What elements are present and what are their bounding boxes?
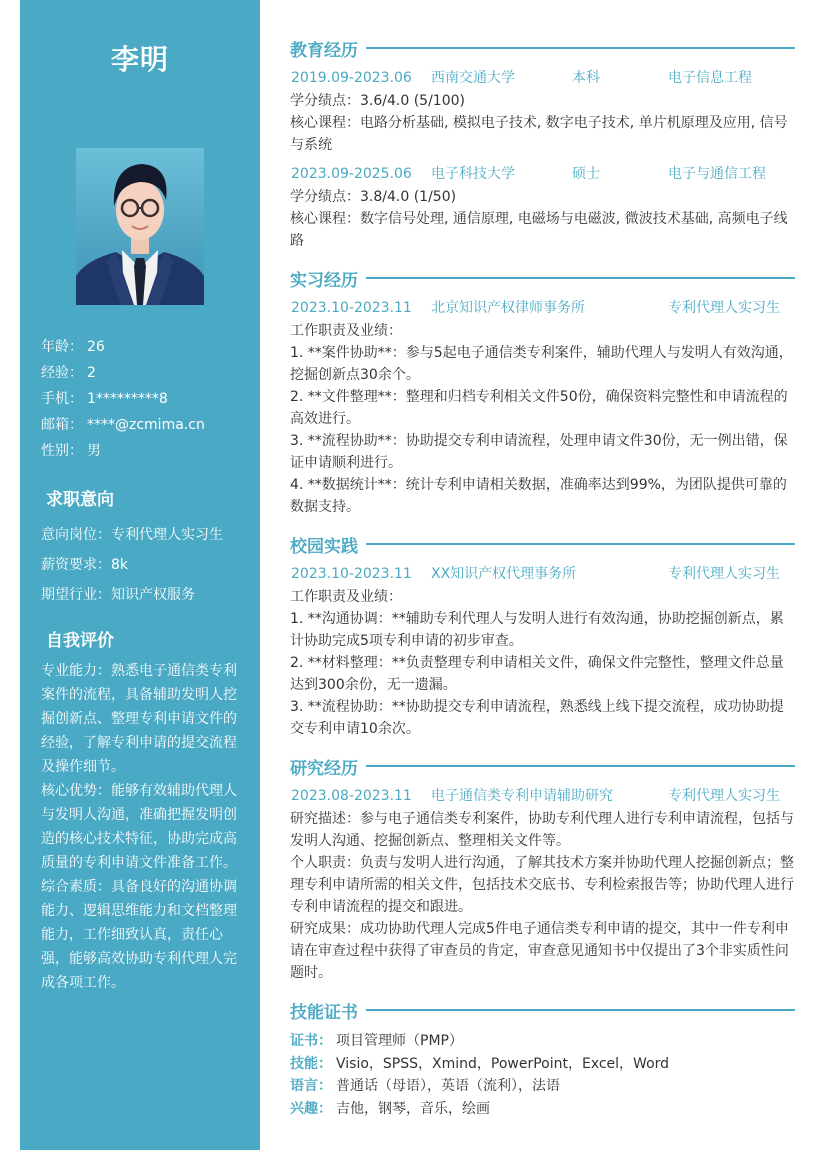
education-entry-body: [290, 90, 795, 156]
info-age: 年龄： 26: [41, 339, 105, 355]
skills-section: [290, 996, 795, 1120]
education-entry-body: [290, 186, 795, 252]
duty-item: 2. **文件整理**：整理和归档专利相关文件50份，确保资料完整性和申请流程的高效进行。: [290, 389, 788, 427]
research-body: [290, 808, 795, 984]
duty-item: 1. **沟通协调：**辅助专利代理人与发明人进行有效沟通，协助挖掘创新点，累计协助完成5项专利申请的初步审查。: [290, 611, 784, 649]
section-header: [290, 752, 795, 780]
major: 电子信息工程: [668, 70, 752, 86]
courses: 核心课程：数字信号处理, 通信原理, 电磁场与电磁波, 微波技术基础, 高频电子线路: [290, 211, 788, 249]
self-evaluation: [41, 659, 243, 995]
skills-list: [290, 1030, 795, 1120]
divider: [366, 47, 795, 49]
section-header: [290, 996, 795, 1024]
certificate-row: 证书： 项目管理师（PMP）: [290, 1033, 463, 1049]
period: 2023.09-2025.06: [291, 166, 412, 182]
sidebar: [20, 0, 260, 1150]
role: 专利代理人实习生: [668, 300, 780, 316]
duty-item: 4. **数据统计**：统计专利申请相关数据，准确率达到99%，为团队提供可靠的数据支持。: [290, 477, 787, 515]
duty-item: 3. **流程协助：**协助提交专利申请流程，熟悉线上线下提交流程，成功协助提交专利申请10余次。: [290, 699, 784, 737]
education-entry-header: [290, 66, 795, 90]
person-portrait-icon: [76, 148, 204, 305]
section-header: [290, 264, 795, 292]
school: 西南交通大学: [431, 70, 515, 86]
internship-body: [290, 320, 795, 518]
divider: [366, 543, 795, 545]
skill-row: 技能： Visio，SPSS，Xmind，PowerPoint，Excel，Word: [290, 1055, 670, 1072]
organization: 北京知识产权律师事务所: [431, 300, 585, 316]
duties-label: 工作职责及业绩：: [290, 323, 402, 339]
self-eval-quality: 综合素质：具备良好的沟通协调能力、逻辑思维能力和文档整理能力，工作细致认真，责任心强，能够高效协助专利代理人完成各项工作。: [41, 879, 237, 991]
period: 2023.10-2023.11: [291, 300, 412, 316]
degree: 硕士: [572, 166, 600, 182]
info-experience: 经验： 2: [41, 365, 96, 381]
job-intent-title: 求职意向: [46, 490, 114, 510]
campus-title: 校园实践: [290, 536, 358, 557]
education-entry-header: [290, 162, 795, 186]
gpa: 学分绩点：3.6/4.0 (5/100): [290, 93, 465, 109]
section-header: [290, 34, 795, 62]
self-eval-title: 自我评价: [46, 631, 114, 651]
research-section: [290, 752, 795, 984]
info-phone: 手机： 1*********8: [41, 391, 168, 407]
gpa: 学分绩点：3.8/4.0 (1/50): [290, 189, 457, 205]
education-title: 教育经历: [290, 40, 358, 61]
divider: [366, 277, 795, 279]
courses: 核心课程：电路分析基础, 模拟电子技术, 数字电子技术, 单片机原理及应用, 信号与系统: [290, 115, 788, 153]
duties-label: 工作职责及业绩：: [290, 589, 402, 605]
divider: [366, 765, 795, 767]
section-header: [290, 530, 795, 558]
intent-industry: 期望行业：知识产权服务: [41, 587, 195, 603]
intent-salary: 薪资要求：8k: [41, 557, 129, 573]
campus-entry-header: [290, 562, 795, 586]
period: 2019.09-2023.06: [291, 70, 412, 86]
period: 2023.08-2023.11: [291, 788, 412, 804]
organization: XX知识产权代理事务所: [431, 566, 577, 582]
research-result: 研究成果：成功协助代理人完成5件电子通信类专利申请的提交，其中一件专利申请在审查过程中获得了审查员的肯定，审查意见通知书中仅提出了3个非实质性问题时。: [290, 921, 789, 981]
self-eval-strength: 核心优势：能够有效辅助代理人与发明人沟通，准确把握发明创造的核心技术特征，协助完成高质量的专利申请文件准备工作。: [41, 783, 237, 871]
intent-position: 意向岗位：专利代理人实习生: [41, 527, 223, 543]
degree: 本科: [572, 70, 600, 86]
candidate-name: 李明: [110, 43, 169, 76]
role: 专利代理人实习生: [668, 788, 780, 804]
main-content: [290, 34, 795, 1132]
school: 电子科技大学: [431, 166, 515, 182]
interest-row: 兴趣： 吉他，钢琴，音乐，绘画: [290, 1100, 490, 1117]
divider: [366, 1009, 795, 1011]
duty-item: 3. **流程协助**：协助提交专利申请流程，处理申请文件30份，无一例出错，保证申请顺利进行。: [290, 433, 788, 471]
job-intent: [41, 520, 256, 610]
info-gender: 性别： 男: [41, 443, 101, 459]
self-eval-professional: 专业能力：熟悉电子通信类专利案件的流程，具备辅助发明人挖掘创新点、整理专利申请文件的经验，了解专利申请的提交流程及操作细节。: [41, 663, 237, 775]
internship-title: 实习经历: [290, 270, 358, 291]
campus-section: [290, 530, 795, 740]
research-responsibility: 个人职责：负责与发明人进行沟通，了解其技术方案并协助代理人挖掘创新点；整理专利申请所需的相关文件，包括技术交底书、专利检索报告等；协助代理人进行专利申请流程的提交和跟进。: [290, 855, 794, 915]
research-description: 研究描述：参与电子通信类专利案件，协助专利代理人进行专利申请流程，包括与发明人沟通、挖掘创新点、整理相关文件等。: [290, 811, 794, 849]
major: 电子与通信工程: [668, 166, 766, 182]
profile-photo: [76, 148, 204, 305]
education-section: [290, 34, 795, 252]
duty-item: 1. **案件协助**：参与5起电子通信类专利案件，辅助代理人与发明人有效沟通，挖掘创新点30余个。: [290, 345, 793, 383]
project: 电子通信类专利申请辅助研究: [431, 788, 613, 804]
language-row: 语言： 普通话（母语），英语（流利），法语: [290, 1078, 560, 1094]
internship-entry-header: [290, 296, 795, 320]
research-title: 研究经历: [290, 758, 358, 779]
research-entry-header: [290, 784, 795, 808]
period: 2023.10-2023.11: [291, 566, 412, 582]
duty-item: 2. **材料整理：**负责整理专利申请相关文件，确保文件完整性，整理文件总量达到300余份，无一遗漏。: [290, 655, 784, 693]
internship-section: [290, 264, 795, 518]
role: 专利代理人实习生: [668, 566, 780, 582]
campus-body: [290, 586, 795, 740]
personal-info: [41, 334, 251, 464]
skills-title: 技能证书: [290, 1002, 358, 1023]
info-email: 邮箱： ****@zcmima.cn: [41, 417, 205, 433]
